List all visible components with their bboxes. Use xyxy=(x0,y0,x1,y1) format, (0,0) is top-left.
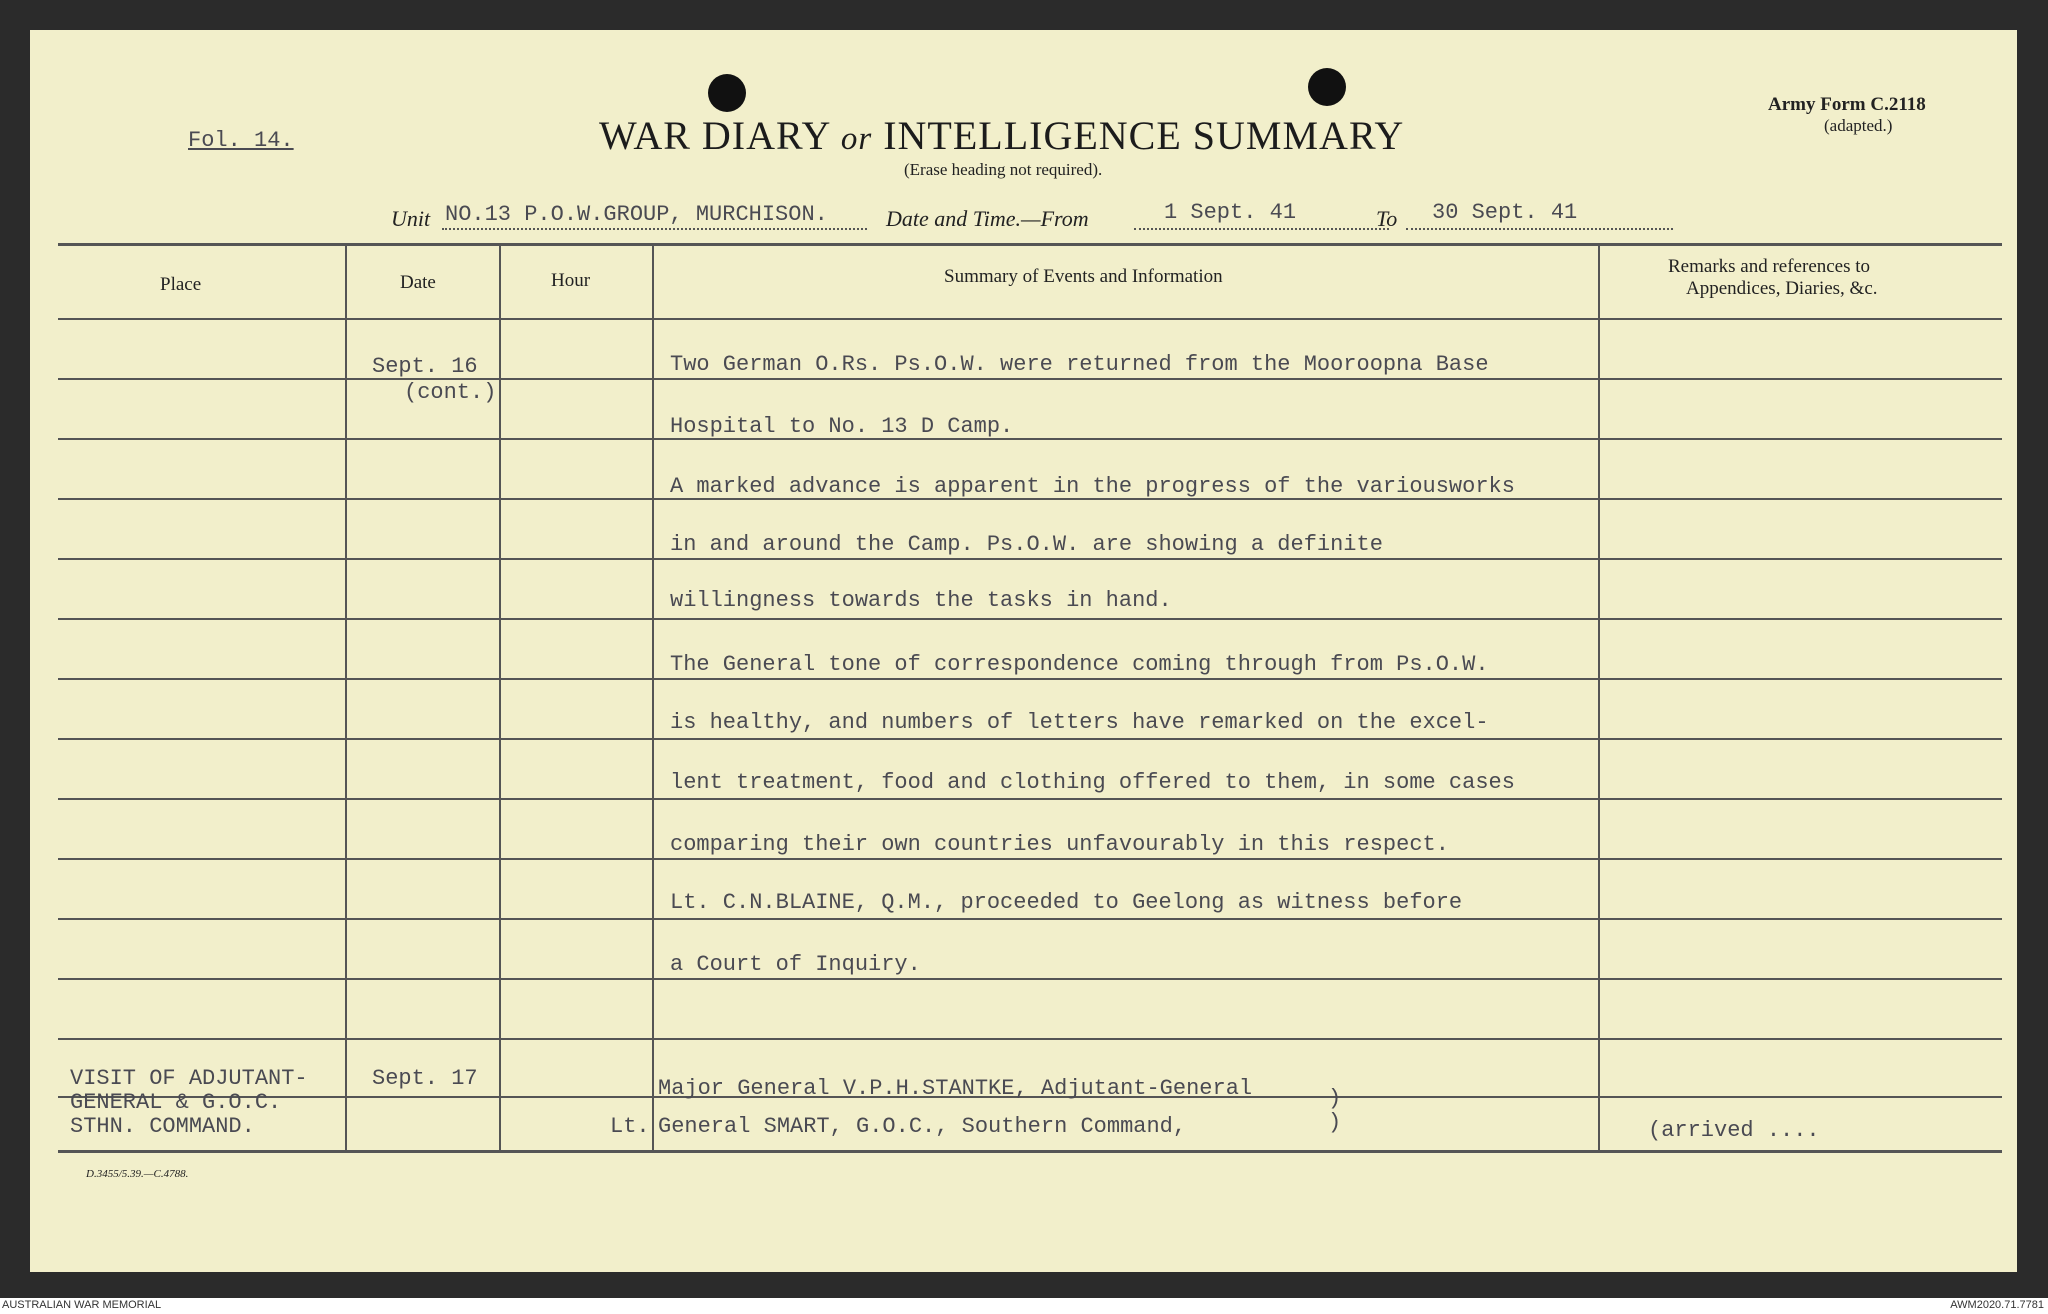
summary-line: comparing their own countries unfavourably in this respect. xyxy=(670,832,1449,857)
summary-line: is healthy, and numbers of letters have remarked on the excel- xyxy=(670,710,1489,735)
rule-line xyxy=(58,738,2002,740)
col-divider-remarks xyxy=(1598,244,1600,1152)
col-header-hour: Hour xyxy=(551,270,591,291)
from-date-value: 1 Sept. 41 xyxy=(1164,200,1297,225)
entry-date-sept-16: Sept. 16 xyxy=(372,354,478,379)
print-code: D.3455/5.39.—C.4788. xyxy=(86,1168,189,1180)
summary-line: lent treatment, food and clothing offered to them, in some cases xyxy=(670,770,1515,795)
rule-line xyxy=(58,798,2002,800)
folio-number: Fol. 14. xyxy=(188,128,294,153)
place-visit-line-2: GENERAL & G.O.C. xyxy=(70,1090,282,1115)
remark-arrived: (arrived .... xyxy=(1648,1118,1820,1143)
place-visit-line-3: STHN. COMMAND. xyxy=(70,1114,255,1139)
table-top-border xyxy=(58,243,2002,246)
title-intelligence-summary: INTELLIGENCE SUMMARY xyxy=(883,113,1405,158)
table-bottom-border xyxy=(58,1150,2002,1153)
summary-line-2a: Major General V.P.H.STANTKE, Adjutant-General xyxy=(658,1076,1253,1101)
to-date-value: 30 Sept. 41 xyxy=(1432,200,1578,225)
unit-label: Unit xyxy=(391,206,431,231)
col-header-remarks-1: Remarks and references to xyxy=(1668,256,1871,277)
rule-line xyxy=(58,858,2002,860)
date-time-label: Date and Time.—From xyxy=(886,206,1089,231)
rule-line xyxy=(58,558,2002,560)
place-visit-line-1: VISIT OF ADJUTANT- xyxy=(70,1066,308,1091)
title-subtitle: (Erase heading not required). xyxy=(904,160,1103,179)
army-form-number: Army Form C.2118 xyxy=(1768,94,1926,115)
summary-line: The General tone of correspondence coming through from Ps.O.W. xyxy=(670,652,1489,677)
entry-hour-lt: Lt. xyxy=(610,1114,650,1139)
footer-accession: AWM2020.71.7781 xyxy=(1950,1299,2044,1311)
col-header-summary: Summary of Events and Information xyxy=(944,266,1223,287)
to-label: To xyxy=(1376,206,1398,231)
page-title xyxy=(599,112,1404,159)
summary-line: Lt. C.N.BLAINE, Q.M., proceeded to Geelong as witness before xyxy=(670,890,1463,915)
archive-footer xyxy=(0,1298,2048,1314)
title-or: or xyxy=(840,121,873,157)
col-divider-hour xyxy=(652,244,654,1152)
rule-line xyxy=(58,618,2002,620)
col-divider-date xyxy=(499,244,501,1152)
entry-date-sept-17: Sept. 17 xyxy=(372,1066,478,1091)
summary-line: in and around the Camp. Ps.O.W. are showing a definite xyxy=(670,532,1383,557)
col-header-place: Place xyxy=(160,274,202,295)
army-form-adapted: (adapted.) xyxy=(1824,116,1893,135)
col-divider-place xyxy=(345,244,347,1152)
summary-line: willingness towards the tasks in hand. xyxy=(670,588,1172,613)
punch-hole-left xyxy=(708,74,746,112)
summary-line: Two German O.Rs. Ps.O.W. were returned from the Mooroopna Base xyxy=(670,352,1489,377)
diary-page xyxy=(30,30,2017,1272)
title-war-diary: WAR DIARY xyxy=(599,113,830,158)
rule-line xyxy=(58,318,2002,320)
footer-source: AUSTRALIAN WAR MEMORIAL xyxy=(2,1299,162,1311)
rule-line xyxy=(58,1038,2002,1040)
col-header-remarks-2: Appendices, Diaries, &c. xyxy=(1686,278,1878,299)
rule-line xyxy=(58,678,2002,680)
rule-line xyxy=(58,918,2002,920)
summary-line: a Court of Inquiry. xyxy=(670,952,921,977)
rule-line xyxy=(58,378,2002,380)
col-header-date: Date xyxy=(400,272,436,293)
summary-line: A marked advance is apparent in the progress of the variousworks xyxy=(670,474,1515,499)
summary-line: Hospital to No. 13 D Camp. xyxy=(670,414,1014,439)
dotted-line-to xyxy=(1406,228,1673,230)
dotted-line-unit xyxy=(442,228,867,230)
summary-line-2b: General SMART, G.O.C., Southern Command, xyxy=(658,1114,1187,1139)
punch-hole-right xyxy=(1308,68,1346,106)
unit-value: NO.13 P.O.W.GROUP, MURCHISON. xyxy=(445,202,828,227)
bracket-2: ) xyxy=(1328,1110,1342,1135)
dotted-line-from xyxy=(1134,228,1389,230)
rule-line xyxy=(58,978,2002,980)
entry-date-cont: (cont.) xyxy=(404,380,497,405)
bracket-1: ) xyxy=(1328,1086,1342,1111)
rule-line xyxy=(58,438,2002,440)
